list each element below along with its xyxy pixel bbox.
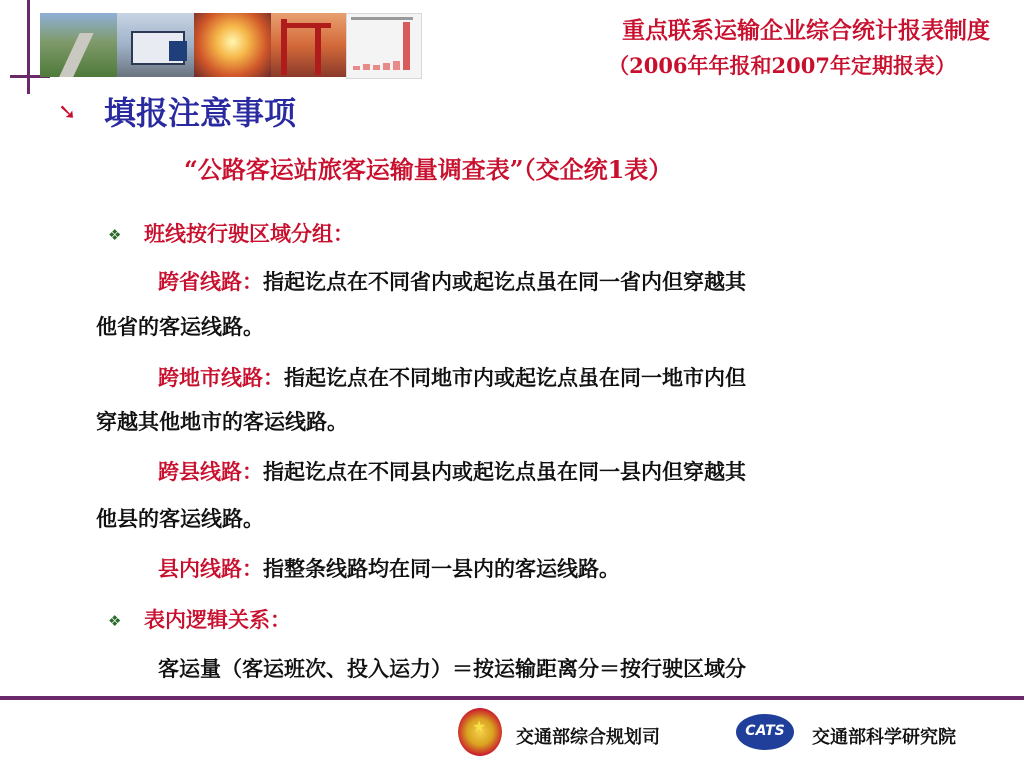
diamond-bullet-icon: ❖ xyxy=(108,612,122,630)
definition-cross-county: 指起讫点在不同县内或起讫点虽在同一县内但穿越其 xyxy=(263,459,746,484)
cats-logo-text: CATS xyxy=(745,723,785,739)
port-crane-photo xyxy=(271,13,348,77)
report-title: 重点联系运输企业综合统计报表制度 xyxy=(622,17,990,44)
org-name-planning-dept: 交通部综合规划司 xyxy=(516,727,660,748)
section-heading: 填报注意事项 xyxy=(104,94,297,132)
header-photo-strip xyxy=(40,13,348,77)
national-emblem-icon: ★ xyxy=(458,708,502,756)
bullet-label-grouping: 班线按行驶区域分组： xyxy=(144,221,354,246)
decorative-vertical-line xyxy=(27,0,30,94)
arrow-down-right-icon: ➘ xyxy=(58,100,77,125)
item-cross-county-line2: 他县的客运线路。 xyxy=(96,506,264,531)
highway-photo xyxy=(40,13,117,77)
term-intra-county: 县内线路： xyxy=(158,556,263,581)
item-cross-province-line1 xyxy=(158,266,746,296)
diamond-bullet-icon: ❖ xyxy=(108,226,122,244)
cats-logo-icon xyxy=(736,714,794,750)
item-cross-county-line1 xyxy=(158,456,746,486)
ship-sunset-photo xyxy=(194,13,271,77)
org-name-research-institute: 交通部科学研究院 xyxy=(812,727,956,748)
term-cross-county: 跨县线路： xyxy=(158,459,263,484)
item-intra-county-line1 xyxy=(158,553,620,583)
definition-intra-county: 指整条线路均在同一县内的客运线路。 xyxy=(263,556,620,581)
footer-divider xyxy=(0,696,1024,700)
thumbnail-chart-image xyxy=(346,13,422,79)
logic-formula: 客运量（客运班次、投入运力）＝按运输距离分＝按行驶区域分 xyxy=(158,656,746,681)
item-cross-province-line2: 他省的客运线路。 xyxy=(96,314,264,339)
item-cross-city-line1 xyxy=(158,362,746,392)
table-name: “公路客运站旅客运输量调查表”（交企统1表） xyxy=(184,155,673,184)
definition-cross-city: 指起讫点在不同地市内或起讫点虽在同一地市内但 xyxy=(284,365,746,390)
report-subtitle: （2006年年报和2007年定期报表） xyxy=(608,53,956,78)
definition-cross-province: 指起讫点在不同省内或起讫点虽在同一省内但穿越其 xyxy=(263,269,746,294)
term-cross-city: 跨地市线路： xyxy=(158,365,284,390)
term-cross-province: 跨省线路： xyxy=(158,269,263,294)
bullet-label-logic: 表内逻辑关系： xyxy=(144,607,291,632)
truck-photo xyxy=(117,13,194,77)
item-cross-city-line2: 穿越其他地市的客运线路。 xyxy=(96,409,348,434)
